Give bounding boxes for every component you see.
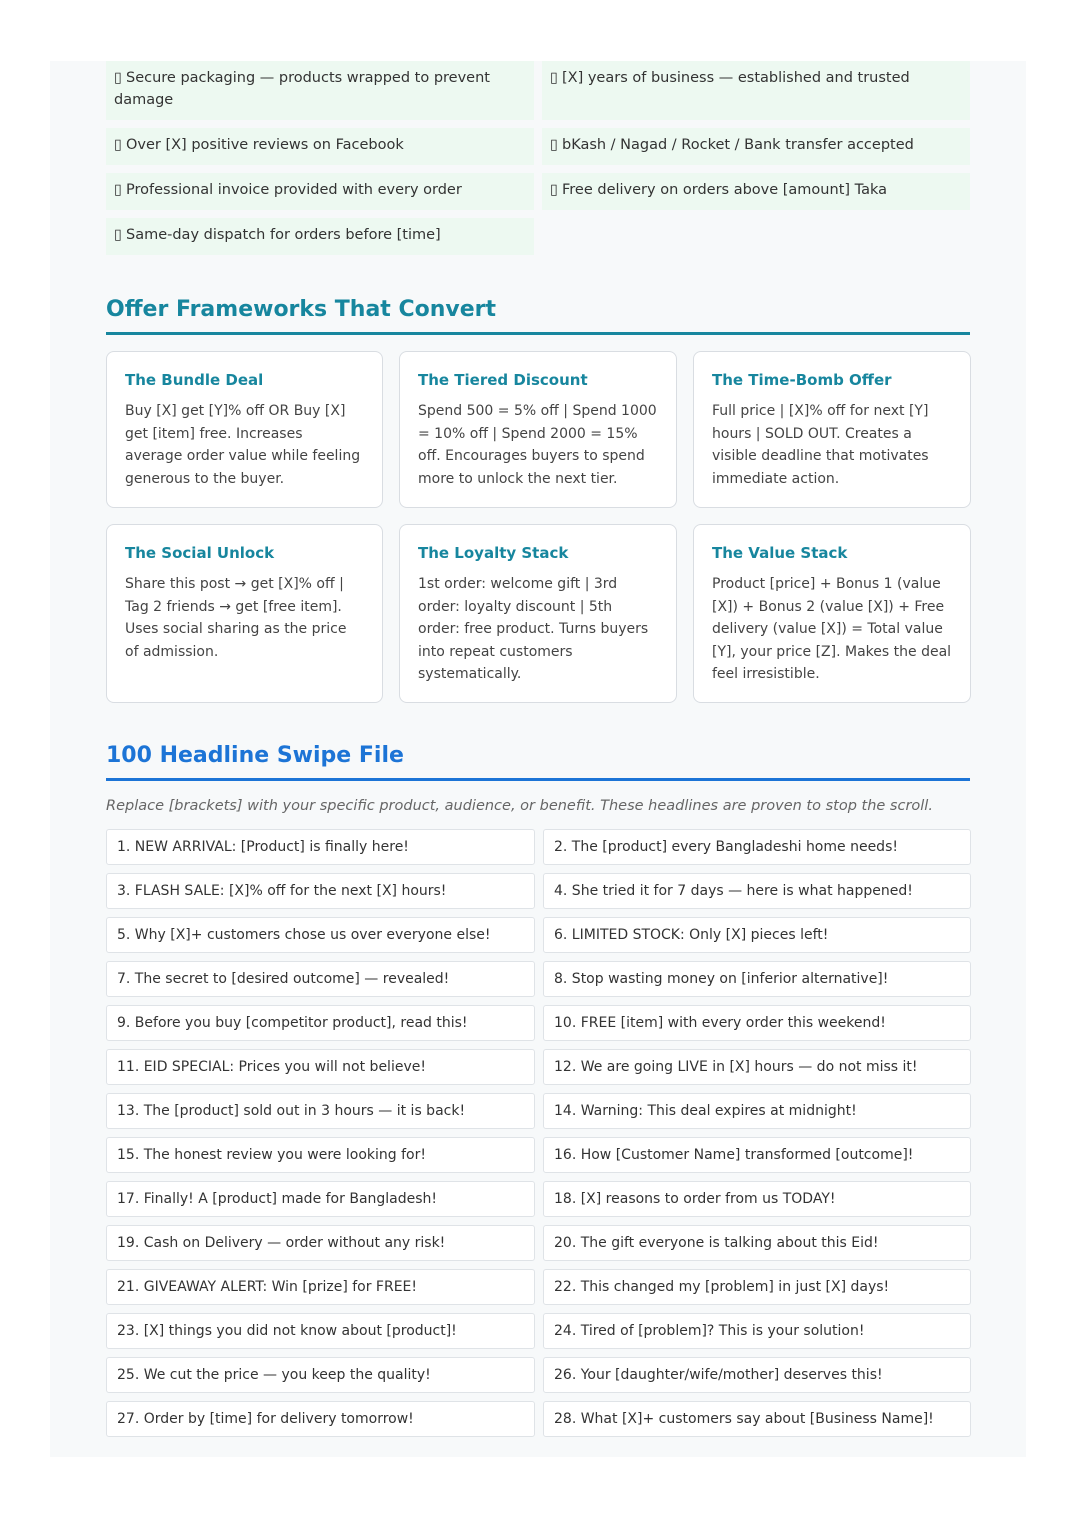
- headline-item: 8. Stop wasting money on [inferior alternative]!: [543, 961, 971, 997]
- headline-item: 14. Warning: This deal expires at midnight!: [543, 1093, 971, 1129]
- headline-item: 13. The [product] sold out in 3 hours — it is back!: [106, 1093, 535, 1129]
- headline-item: 23. [X] things you did not know about [product]!: [106, 1313, 535, 1349]
- missing-glyph-icon: ▯: [550, 182, 558, 198]
- offer-card-title: The Tiered Discount: [418, 371, 588, 389]
- headline-item: 4. She tried it for 7 days — here is what happened!: [543, 873, 971, 909]
- headline-item: 17. Finally! A [product] made for Bangladesh!: [106, 1181, 535, 1217]
- offer-card-title: The Time-Bomb Offer: [712, 371, 892, 389]
- offer-card-text: Share this post → get [X]% off | Tag 2 friends → get [free item]. Uses social sharing as the price of admission.: [125, 576, 347, 660]
- offer-card-title: The Social Unlock: [125, 544, 275, 562]
- trust-item: ▯ Over [X] positive reviews on Facebook: [106, 128, 534, 165]
- headline-list: [106, 829, 970, 1437]
- offer-card-text: Full price | [X]% off for next [Y] hours | SOLD OUT. Creates a visible deadline that motivates immediate action.: [712, 403, 929, 487]
- headline-item: 19. Cash on Delivery — order without any risk!: [106, 1225, 535, 1261]
- headline-item: 27. Order by [time] for delivery tomorrow!: [106, 1401, 535, 1437]
- headline-item: 20. The gift everyone is talking about this Eid!: [543, 1225, 971, 1261]
- trust-signals-grid: [106, 61, 970, 255]
- offer-frameworks-heading: Offer Frameworks That Convert: [106, 297, 970, 335]
- offer-card-text: Buy [X] get [Y]% off OR Buy [X] get [item] free. Increases average order value while feeling generous to the buyer.: [125, 403, 361, 487]
- headline-item: 18. [X] reasons to order from us TODAY!: [543, 1181, 971, 1217]
- trust-item: ▯ Professional invoice provided with every order: [106, 173, 534, 210]
- document-page: [50, 61, 1026, 1457]
- headline-item: 7. The secret to [desired outcome] — revealed!: [106, 961, 535, 997]
- offer-card-title: The Loyalty Stack: [418, 544, 569, 562]
- missing-glyph-icon: ▯: [114, 182, 122, 198]
- missing-glyph-icon: ▯: [114, 227, 122, 243]
- offer-cards-row: [106, 351, 970, 508]
- headline-item: 5. Why [X]+ customers chose us over everyone else!: [106, 917, 535, 953]
- missing-glyph-icon: ▯: [550, 70, 558, 86]
- offer-card-text: 1st order: welcome gift | 3rd order: loyalty discount | 5th order: free product. Turns buyers into repeat customers systematically.: [418, 576, 649, 682]
- offer-card-tiered-discount: [399, 351, 677, 508]
- headline-item: 15. The honest review you were looking for!: [106, 1137, 535, 1173]
- headline-item: 1. NEW ARRIVAL: [Product] is finally here!: [106, 829, 535, 865]
- headline-item: 22. This changed my [problem] in just [X] days!: [543, 1269, 971, 1305]
- trust-item: ▯ Secure packaging — products wrapped to prevent damage: [106, 61, 534, 120]
- missing-glyph-icon: ▯: [114, 70, 122, 86]
- headline-swipe-file-heading: 100 Headline Swipe File: [106, 743, 970, 781]
- offer-card-title: The Value Stack: [712, 544, 848, 562]
- offer-cards-row: [106, 524, 970, 703]
- offer-card-text: Product [price] + Bonus 1 (value [X]) + Bonus 2 (value [X]) + Free delivery (value [X]) = Total value [Y], your price [Z]. Makes the deal feel irresistible.: [712, 576, 952, 682]
- trust-item: ▯ bKash / Nagad / Rocket / Bank transfer accepted: [542, 128, 970, 165]
- headline-item: 10. FREE [item] with every order this weekend!: [543, 1005, 971, 1041]
- headline-item: 21. GIVEAWAY ALERT: Win [prize] for FREE!: [106, 1269, 535, 1305]
- missing-glyph-icon: ▯: [114, 137, 122, 153]
- offer-card-title: The Bundle Deal: [125, 371, 264, 389]
- headline-item: 16. How [Customer Name] transformed [outcome]!: [543, 1137, 971, 1173]
- headline-item: 26. Your [daughter/wife/mother] deserves this!: [543, 1357, 971, 1393]
- missing-glyph-icon: ▯: [550, 137, 558, 153]
- headline-item: 12. We are going LIVE in [X] hours — do not miss it!: [543, 1049, 971, 1085]
- offer-card-bundle-deal: [106, 351, 383, 508]
- headline-item: 9. Before you buy [competitor product], read this!: [106, 1005, 535, 1041]
- offer-card-time-bomb: [693, 351, 971, 508]
- page-content: [106, 61, 970, 1437]
- headline-item: 6. LIMITED STOCK: Only [X] pieces left!: [543, 917, 971, 953]
- headline-item: 2. The [product] every Bangladeshi home needs!: [543, 829, 971, 865]
- trust-item: ▯ Same-day dispatch for orders before [time]: [106, 218, 534, 255]
- headline-item: 3. FLASH SALE: [X]% off for the next [X] hours!: [106, 873, 535, 909]
- headline-item: 25. We cut the price — you keep the quality!: [106, 1357, 535, 1393]
- offer-card-text: Spend 500 = 5% off | Spend 1000 = 10% off | Spend 2000 = 15% off. Encourages buyers to spend more to unlock the next tier.: [418, 403, 657, 487]
- trust-item: ▯ [X] years of business — established and trusted: [542, 61, 970, 120]
- headline-item: 24. Tired of [problem]? This is your solution!: [543, 1313, 971, 1349]
- headline-item: 28. What [X]+ customers say about [Business Name]!: [543, 1401, 971, 1437]
- offer-card-value-stack: [693, 524, 971, 703]
- offer-card-social-unlock: [106, 524, 383, 703]
- trust-item: ▯ Free delivery on orders above [amount] Taka: [542, 173, 970, 210]
- offer-card-loyalty-stack: [399, 524, 677, 703]
- headline-item: 11. EID SPECIAL: Prices you will not believe!: [106, 1049, 535, 1085]
- headline-intro-text: Replace [brackets] with your specific product, audience, or benefit. These headlines are proven to stop the scroll.: [106, 798, 933, 814]
